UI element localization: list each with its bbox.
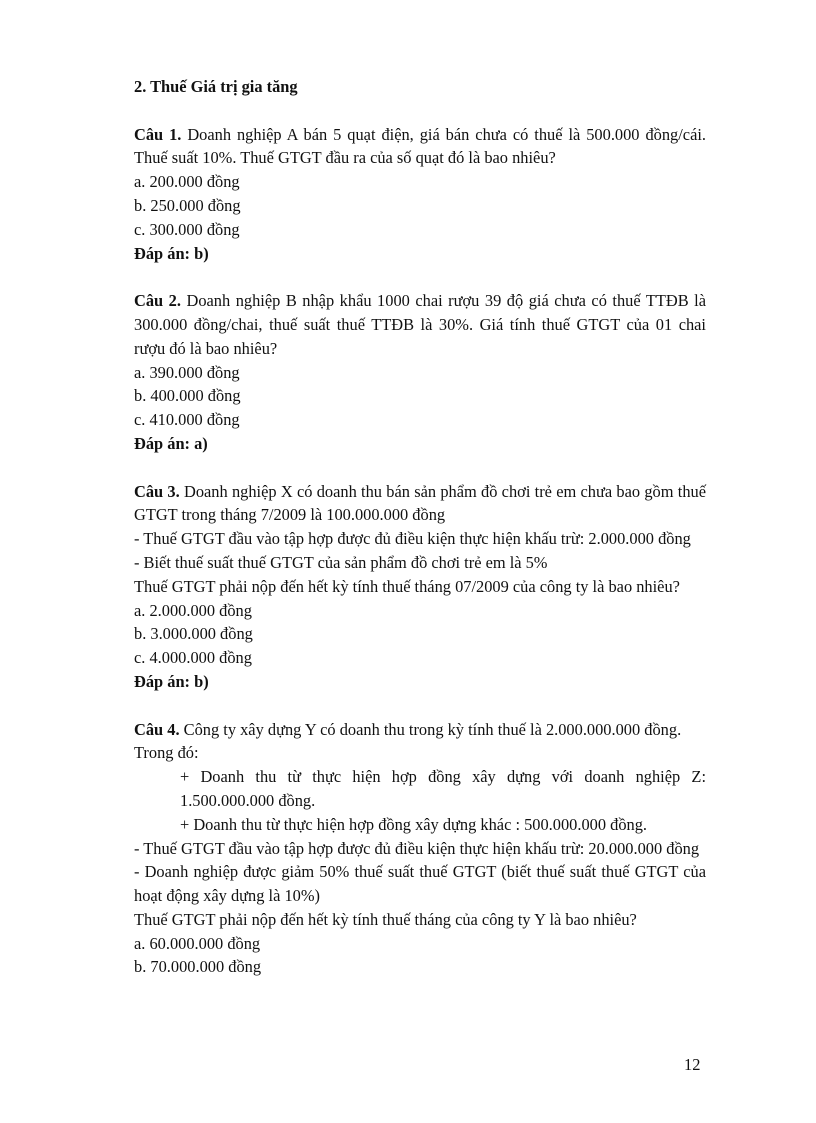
question-1 <box>134 123 706 266</box>
question-3-option-b: b. 3.000.000 đồng <box>134 624 253 644</box>
question-4-intro: Trong đó: <box>134 743 199 763</box>
question-1-label: Câu 1. <box>134 124 182 144</box>
question-3-answer: Đáp án: b) <box>134 671 209 691</box>
question-2-label: Câu 2. <box>134 291 181 311</box>
question-3-prompt: Thuế GTGT phải nộp đến hết kỳ tính thuế tháng 07/2009 của công ty là bao nhiêu? <box>134 576 680 596</box>
question-4-prompt: Thuế GTGT phải nộp đến hết kỳ tính thuế tháng của công ty Y là bao nhiêu? <box>134 909 637 929</box>
spacer <box>134 265 706 289</box>
question-4-label: Câu 4. <box>134 719 180 739</box>
question-4-text: Công ty xây dựng Y có doanh thu trong kỳ tính thuế là 2.000.000.000 đồng. <box>179 719 682 739</box>
spacer <box>134 99 706 123</box>
question-2 <box>134 289 706 456</box>
question-1-stem <box>134 123 706 171</box>
question-3-detail: - Biết thuế suất thuế GTGT của sản phẩm đồ chơi trẻ em là 5% <box>134 552 548 572</box>
page-number: 12 <box>684 1055 701 1074</box>
question-4-detail: - Doanh nghiệp được giảm 50% thuế suất thuế GTGT (biết thuế suất thuế GTGT của hoạt động xây dựng là 10%) <box>134 862 706 906</box>
question-4-option-a: a. 60.000.000 đồng <box>134 933 261 953</box>
spacer <box>134 456 706 480</box>
question-4-sub-item: + Doanh thu từ thực hiện hợp đồng xây dựng với doanh nghiệp Z: 1.500.000.000 đồng. <box>180 767 706 810</box>
question-4-detail: - Thuế GTGT đầu vào tập hợp được đủ điều kiện thực hiện khấu trừ: 20.000.000 đồng <box>134 838 700 858</box>
question-4 <box>134 718 706 980</box>
question-1-answer: Đáp án: b) <box>134 243 209 263</box>
question-1-option-c: c. 300.000 đồng <box>134 219 240 239</box>
question-2-option-a: a. 390.000 đồng <box>134 362 240 382</box>
question-2-text: Doanh nghiệp B nhập khẩu 1000 chai rượu 39 độ giá chưa có thuế TTĐB là 300.000 đồng/chai, thuế suất thuế TTĐB là 30%. Giá tính thuế GTGT của 01 chai rượu đó là bao nhiêu? <box>134 291 706 358</box>
question-3-option-c: c. 4.000.000 đồng <box>134 648 252 668</box>
question-2-stem <box>134 289 706 360</box>
question-1-option-b: b. 250.000 đồng <box>134 195 241 215</box>
question-4-stem <box>134 718 706 742</box>
question-3 <box>134 480 706 694</box>
question-3-option-a: a. 2.000.000 đồng <box>134 600 252 620</box>
question-2-answer: Đáp án: a) <box>134 433 208 453</box>
question-1-option-a: a. 200.000 đồng <box>134 172 240 192</box>
question-2-option-b: b. 400.000 đồng <box>134 386 241 406</box>
question-4-option-b: b. 70.000.000 đồng <box>134 957 262 977</box>
spacer <box>134 694 706 718</box>
page-content <box>134 75 706 979</box>
question-3-stem <box>134 480 706 528</box>
question-2-option-c: c. 410.000 đồng <box>134 410 240 430</box>
question-1-text: Doanh nghiệp A bán 5 quạt điện, giá bán chưa có thuế là 500.000 đồng/cái. Thuế suất 10%. Thuế GTGT đầu ra của số quạt đó là bao nhiêu? <box>134 124 706 168</box>
question-3-text: Doanh nghiệp X có doanh thu bán sản phẩm đồ chơi trẻ em chưa bao gồm thuế GTGT trong tháng 7/2009 là 100.000.000 đồng <box>134 481 706 525</box>
question-3-detail: - Thuế GTGT đầu vào tập hợp được đủ điều kiện thực hiện khấu trừ: 2.000.000 đồng <box>134 529 691 549</box>
question-4-sub-item: + Doanh thu từ thực hiện hợp đồng xây dựng khác : 500.000.000 đồng. <box>180 814 648 834</box>
question-3-label: Câu 3. <box>134 481 180 501</box>
section-title: 2. Thuế Giá trị gia tăng <box>134 77 298 96</box>
